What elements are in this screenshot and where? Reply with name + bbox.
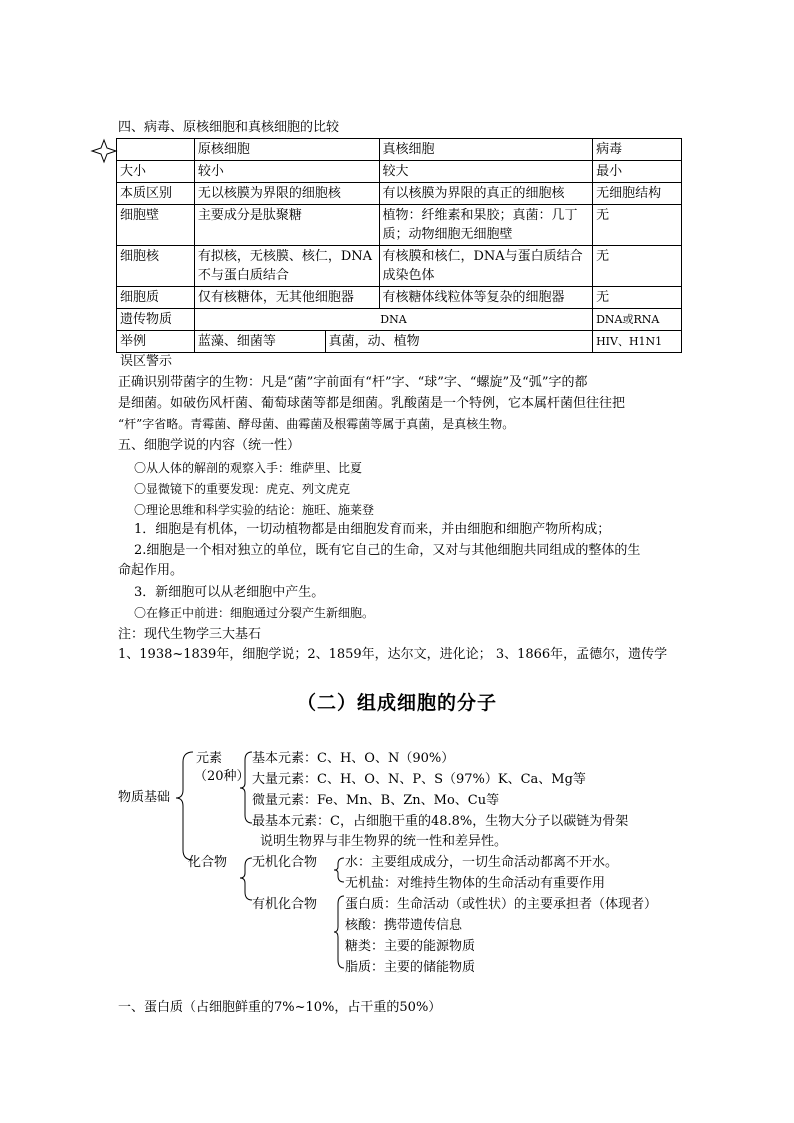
table-cell: 较小 — [194, 161, 379, 183]
misconception-text: 正确识别带菌字的生物：凡是“菌”字前面有“杆”字、“球”字、“螺旋”及“弧”字的都 — [118, 375, 588, 390]
misconception-heading: 误区警示 — [120, 354, 173, 369]
table-cell: 举例 — [117, 331, 195, 353]
table-cell: HIV、H1N1 — [593, 331, 682, 353]
table-cell: 真菌，动、植物 — [325, 331, 592, 353]
misconception-text: 是细菌。如破伤风杆菌、葡萄球菌等都是细菌。乳酸菌是一个特例，它本属杆菌但往往把 — [118, 396, 626, 411]
tree-protein: 蛋白质：生命活动（或性状）的主要承担者（体现者） — [345, 897, 658, 912]
tree-sugar: 糖类：主要的能源物质 — [345, 939, 476, 954]
table-cell: 蓝藻、细菌等 — [194, 331, 325, 353]
tree-basic-elements: 基本元素：C、H、O、N（90%） — [252, 751, 455, 766]
note-line: 1、1938~1839年，细胞学说；2、1859年，达尔文，进化论； 3、1866年，孟德尔，遗传学 — [118, 647, 668, 662]
list-item: 〇在修正中前进：细胞通过分裂产生新细胞。 — [134, 606, 375, 620]
tree-most-basic-element: 最基本元素：C，占细胞干重的48.8%，生物大分子以碳链为骨架 — [252, 814, 629, 829]
table-cell: 主要成分是肽聚糖 — [194, 205, 379, 246]
table-header-cell: 病毒 — [593, 139, 682, 161]
list-item: 〇显微镜下的重要发现：虎克、列文虎克 — [134, 482, 351, 496]
table-cell: 植物：纤维素和果胶；真菌：几丁质；动物细胞无细胞壁 — [379, 205, 593, 246]
tree-root: 物质基础 — [118, 790, 171, 805]
table-cell: 最小 — [593, 161, 682, 183]
misconception-text: “杆”字省略。青霉菌、酵母菌、曲霉菌及根霉菌等属于真菌，是真核生物。 — [118, 417, 515, 431]
tree-water: 水：主要组成成分，一切生命活动都离不开水。 — [345, 855, 619, 870]
list-item: 1．细胞是有机体，一切动植物都是由细胞发育而来，并由细胞和细胞产物所构成； — [134, 522, 611, 537]
tree-compounds-label: 化合物 — [188, 855, 228, 870]
table-cell: 无 — [593, 287, 682, 309]
list-item: 2.细胞是一个相对独立的单位，既有它自己的生命，又对与其他细胞共同组成的整体的生 — [134, 543, 641, 558]
table-cell: 无 — [593, 205, 682, 246]
table-cell: 有核糖体线粒体等复杂的细胞器 — [379, 287, 593, 309]
table-cell: DNA — [194, 309, 592, 331]
list-item: 命起作用。 — [118, 563, 184, 578]
table-cell: 无以核膜为界限的细胞核 — [194, 183, 379, 205]
table-cell: DNA或RNA — [593, 309, 682, 331]
tree-elements-count: （20种） — [194, 769, 250, 784]
protein-heading: 一、蛋白质（占细胞鲜重的7%~10%，占干重的50%） — [118, 1000, 442, 1015]
tree-nucleic-acid: 核酸：携带遗传信息 — [345, 918, 463, 933]
tree-elements-label: 元素 — [196, 751, 223, 766]
table-header-cell: 真核细胞 — [379, 139, 593, 161]
list-item: 3．新细胞可以从老细胞中产生。 — [134, 585, 325, 600]
tree-macro-elements: 大量元素：C、H、O、N、P、S（97%）K、Ca、Mg等 — [252, 772, 586, 787]
table-cell: 仅有核糖体，无其他细胞器 — [194, 287, 379, 309]
table-cell: 细胞核 — [117, 246, 195, 287]
table-cell: 无细胞结构 — [593, 183, 682, 205]
list-item: 〇理论思维和科学实验的结论：施旺、施莱登 — [134, 503, 375, 517]
table-cell: 有核膜和核仁，DNA与蛋白质结合成染色体 — [379, 246, 593, 287]
table-cell: 遗传物质 — [117, 309, 195, 331]
section-heading-comparison: 四、病毒、原核细胞和真核细胞的比较 — [118, 120, 340, 135]
table-header-cell: 原核细胞 — [194, 139, 379, 161]
section-heading-cell-theory: 五、细胞学说的内容（统一性） — [118, 438, 301, 453]
tree-micro-elements: 微量元素：Fe、Mn、B、Zn、Mo、Cu等 — [252, 793, 500, 808]
tree-inorganic-salt: 无机盐：对维持生物体的生命活动有重要作用 — [345, 876, 606, 891]
table-cell: 较大 — [379, 161, 593, 183]
list-item: 〇从人体的解剖的观察入手：维萨里、比夏 — [134, 461, 363, 475]
note-heading: 注：现代生物学三大基石 — [118, 627, 262, 642]
table-cell: 有拟核，无核膜、核仁，DNA不与蛋白质结合 — [194, 246, 379, 287]
table-cell: 细胞质 — [117, 287, 195, 309]
table-cell: 本质区别 — [117, 183, 195, 205]
table-cell: 无 — [593, 246, 682, 287]
tree-organic-label: 有机化合物 — [252, 897, 318, 912]
tree-unity-note: 说明生物界与非生物界的统一性和差异性。 — [260, 834, 508, 849]
table-cell: 有以核膜为界限的真正的细胞核 — [379, 183, 593, 205]
table-cell: 细胞壁 — [117, 205, 195, 246]
tree-inorganic-label: 无机化合物 — [252, 855, 318, 870]
tree-lipid: 脂质：主要的储能物质 — [345, 960, 476, 975]
chapter-title: （二）组成细胞的分子 — [296, 692, 497, 714]
table-cell: 大小 — [117, 161, 195, 183]
